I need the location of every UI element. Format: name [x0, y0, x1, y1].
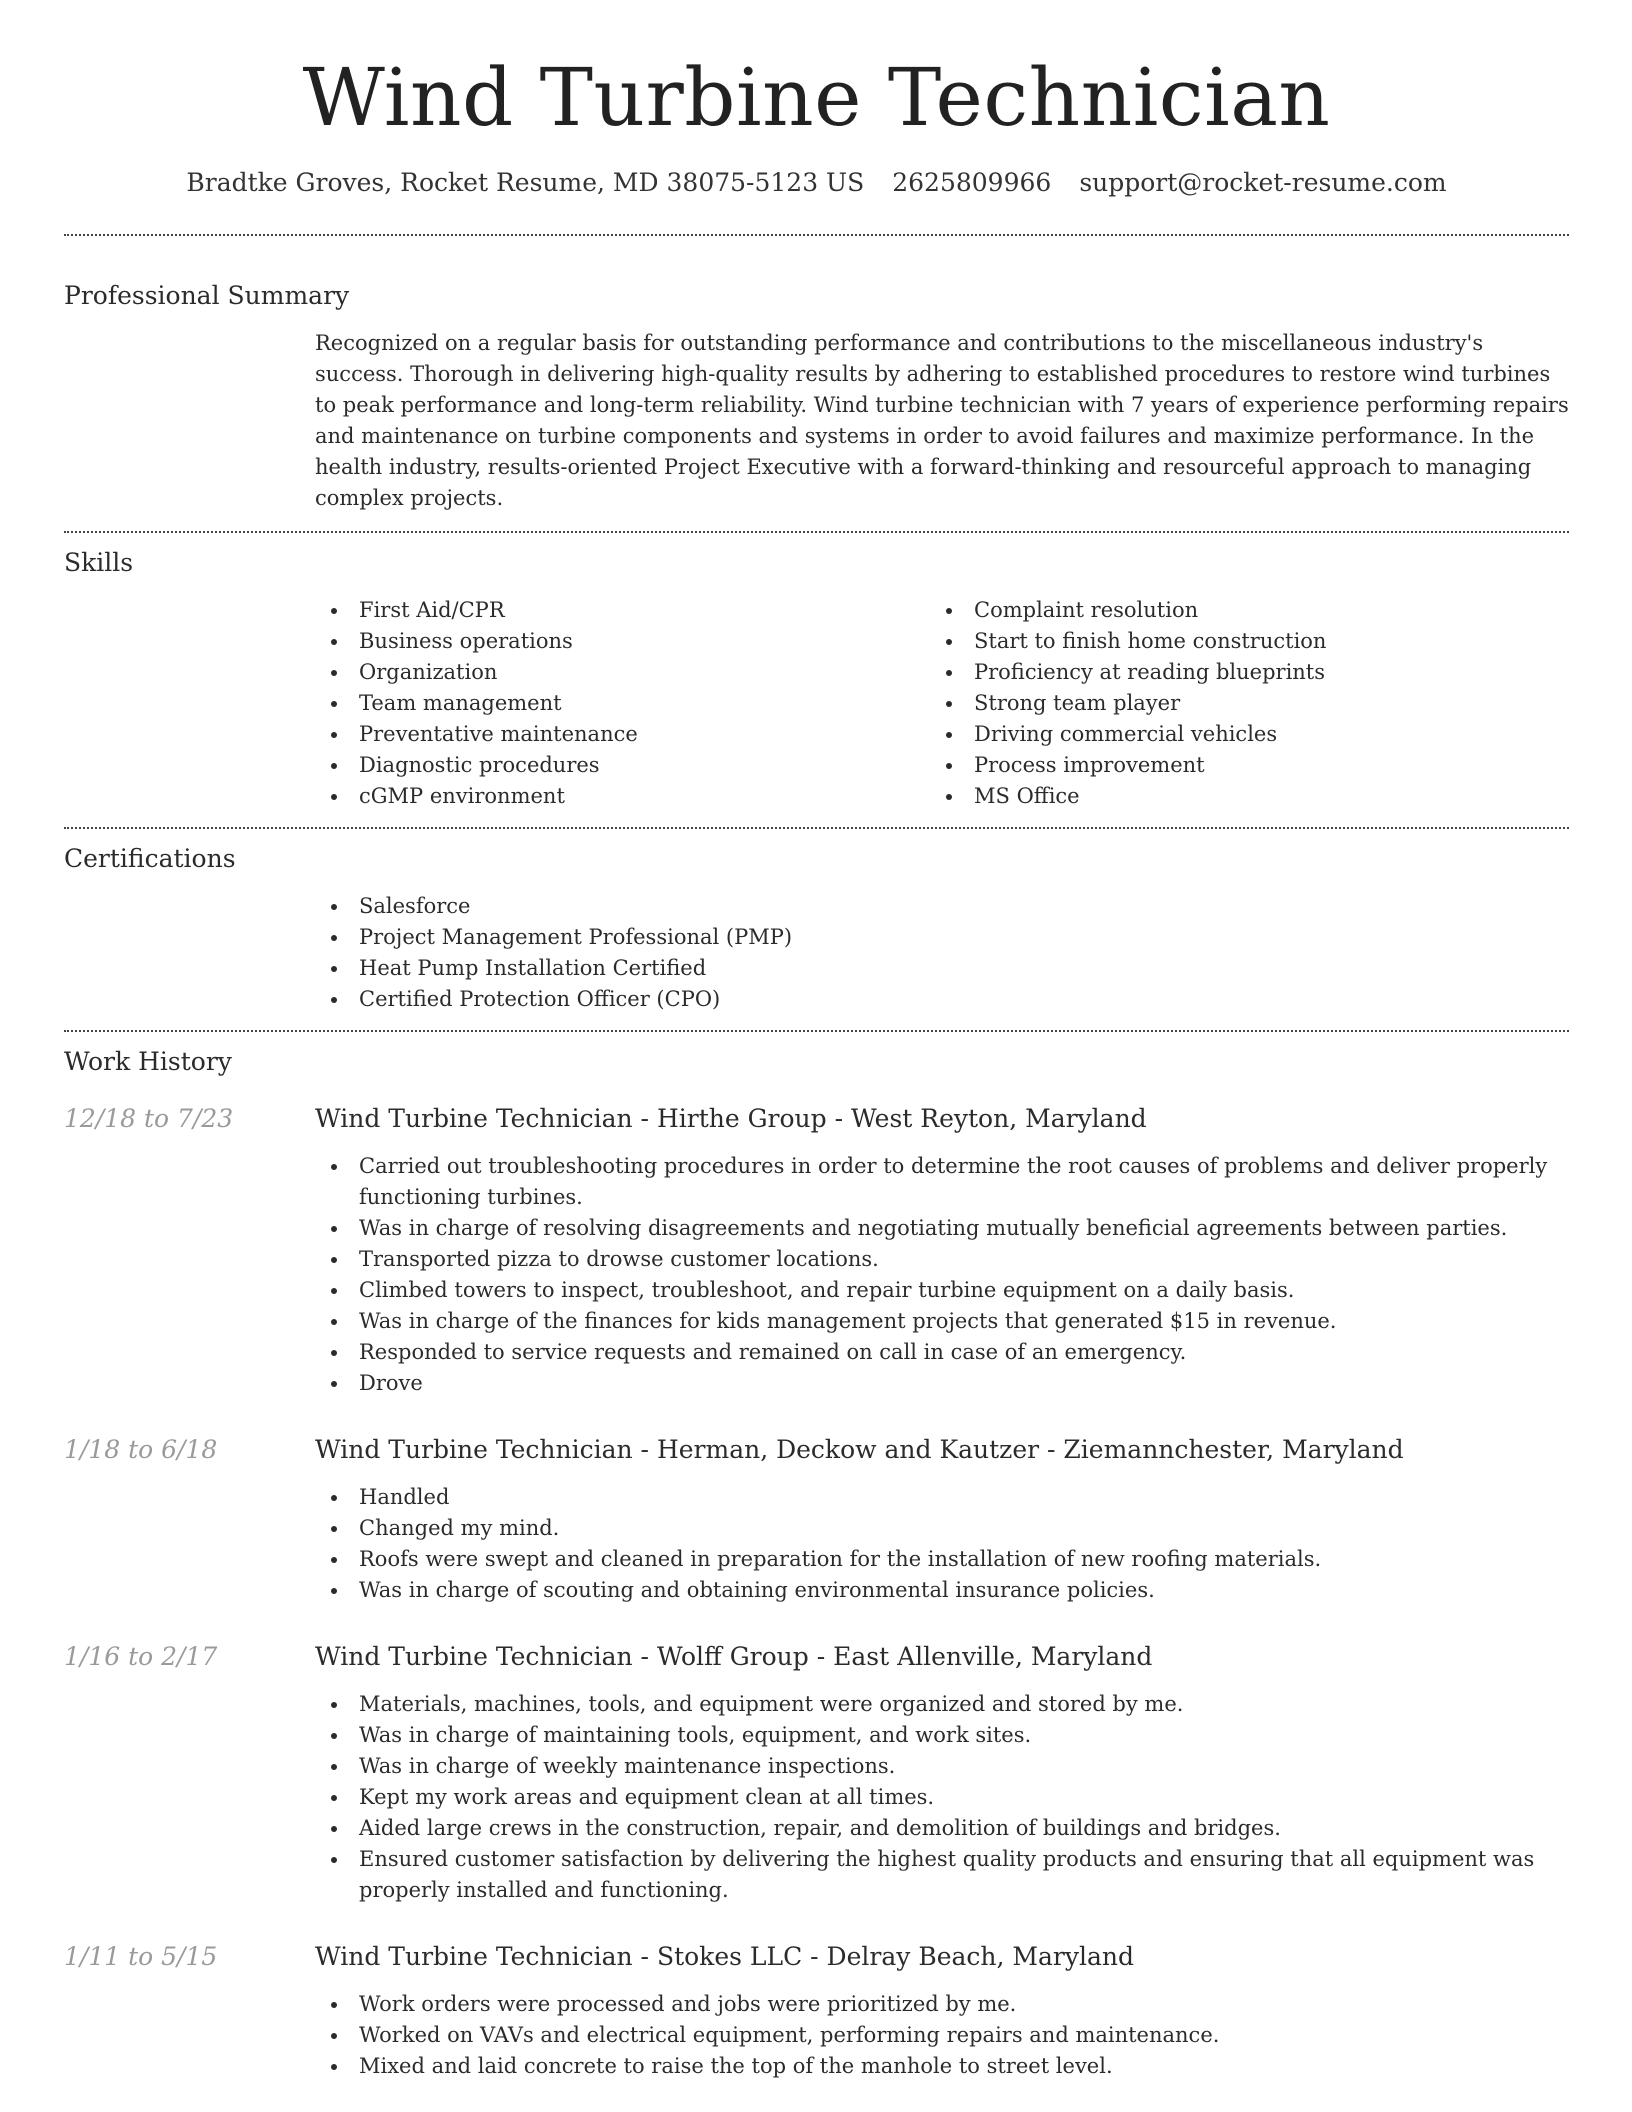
job-title: Wind Turbine Technician - Hirthe Group - West Reyton, Maryland — [315, 1104, 1147, 1133]
skill-item: cGMP environment — [315, 781, 930, 812]
job-bullet: Mixed and laid concrete to raise the top of the manhole to street level. — [315, 2051, 1569, 2082]
skill-item: First Aid/CPR — [315, 595, 930, 626]
job-title: Wind Turbine Technician - Wolff Group - East Allenville, Maryland — [315, 1642, 1153, 1671]
skill-item: Strong team player — [930, 688, 1545, 719]
job-entry — [64, 1644, 1569, 1906]
skill-item: Process improvement — [930, 750, 1545, 781]
certifications-heading: Certifications — [64, 844, 236, 873]
section-divider — [64, 531, 1569, 533]
skills-list — [315, 595, 1569, 812]
skill-item: Organization — [315, 657, 930, 688]
job-dates: 1/11 to 5/15 — [64, 1942, 218, 1971]
certifications-section — [64, 846, 1569, 1015]
job-entry — [64, 1106, 1569, 1399]
section-divider — [64, 1030, 1569, 1032]
job-bullet: Responded to service requests and remained on call in case of an emergency. — [315, 1337, 1569, 1368]
certification-item: Heat Pump Installation Certified — [315, 953, 1569, 984]
job-bullets — [315, 1989, 1569, 2082]
job-bullet: Aided large crews in the construction, repair, and demolition of buildings and bridges. — [315, 1813, 1569, 1844]
resume-page — [64, 0, 1569, 2082]
job-dates: 1/18 to 6/18 — [64, 1435, 218, 1464]
job-dates: 1/16 to 2/17 — [64, 1642, 218, 1671]
skill-item: Business operations — [315, 626, 930, 657]
contact-line — [64, 170, 1569, 195]
job-bullet: Roofs were swept and cleaned in preparation for the installation of new roofing materials. — [315, 1544, 1569, 1575]
job-bullets — [315, 1689, 1569, 1906]
contact-address: Bradtke Groves, Rocket Resume, MD 38075-5123 US — [186, 168, 865, 197]
job-bullet: Kept my work areas and equipment clean at all times. — [315, 1782, 1569, 1813]
summary-section — [64, 283, 1569, 514]
job-bullet: Was in charge of scouting and obtaining environmental insurance policies. — [315, 1575, 1569, 1606]
job-bullet: Ensured customer satisfaction by delivering the highest quality products and ensuring that all equipment was properly installed and functioning. — [315, 1844, 1569, 1906]
job-bullet: Handled — [315, 1482, 1569, 1513]
contact-email: support@rocket-resume.com — [1079, 168, 1447, 197]
job-title: Wind Turbine Technician - Stokes LLC - Delray Beach, Maryland — [315, 1942, 1134, 1971]
summary-text: Recognized on a regular basis for outstanding performance and contributions to the miscellaneous industry's success. Thorough in delivering high-quality results by adhering to established procedures to restore wind turbines to peak performance and long-term reliability. Wind turbine technician with 7 years of experience performing repairs and maintenance on turbine components and systems in order to avoid failures and maximize performance. In the health industry, results-oriented Project Executive with a forward-thinking and resourceful approach to managing complex projects. — [315, 331, 1569, 510]
job-bullets — [315, 1151, 1569, 1399]
skill-item: Complaint resolution — [930, 595, 1545, 626]
work-history-heading: Work History — [64, 1047, 232, 1076]
skill-item: Start to finish home construction — [930, 626, 1545, 657]
job-bullet: Climbed towers to inspect, troubleshoot, and repair turbine equipment on a daily basis. — [315, 1275, 1569, 1306]
skill-item: Driving commercial vehicles — [930, 719, 1545, 750]
section-divider — [64, 234, 1569, 236]
skill-item: MS Office — [930, 781, 1545, 812]
job-bullet: Changed my mind. — [315, 1513, 1569, 1544]
summary-heading: Professional Summary — [64, 281, 350, 310]
skill-item: Diagnostic procedures — [315, 750, 930, 781]
contact-phone: 2625809966 — [892, 168, 1052, 197]
job-bullet: Was in charge of maintaining tools, equipment, and work sites. — [315, 1720, 1569, 1751]
work-history-section — [64, 1049, 1569, 2082]
skill-item: Team management — [315, 688, 930, 719]
skills-section — [64, 550, 1569, 812]
job-bullet: Was in charge of the finances for kids management projects that generated $15 in revenue. — [315, 1306, 1569, 1337]
certification-item: Project Management Professional (PMP) — [315, 922, 1569, 953]
job-bullet: Drove — [315, 1368, 1569, 1399]
job-bullet: Worked on VAVs and electrical equipment, performing repairs and maintenance. — [315, 2020, 1569, 2051]
certifications-list — [315, 891, 1569, 1015]
skill-item: Proficiency at reading blueprints — [930, 657, 1545, 688]
section-divider — [64, 827, 1569, 829]
job-bullet: Was in charge of resolving disagreements and negotiating mutually beneficial agreements between parties. — [315, 1213, 1569, 1244]
job-entry — [64, 1437, 1569, 1606]
skills-column-right — [930, 595, 1545, 812]
job-bullet: Transported pizza to drowse customer locations. — [315, 1244, 1569, 1275]
skills-heading: Skills — [64, 548, 134, 577]
job-entry — [64, 1944, 1569, 2082]
skill-item: Preventative maintenance — [315, 719, 930, 750]
job-bullet: Work orders were processed and jobs were prioritized by me. — [315, 1989, 1569, 2020]
skills-column-left — [315, 595, 930, 812]
job-bullet: Carried out troubleshooting procedures in order to determine the root causes of problems and deliver properly functioning turbines. — [315, 1151, 1569, 1213]
job-dates: 12/18 to 7/23 — [64, 1104, 234, 1133]
job-title: Wind Turbine Technician - Herman, Deckow and Kautzer - Ziemannchester, Maryland — [315, 1435, 1404, 1464]
certification-item: Certified Protection Officer (CPO) — [315, 984, 1569, 1015]
job-bullet: Was in charge of weekly maintenance inspections. — [315, 1751, 1569, 1782]
resume-title: Wind Turbine Technician — [302, 51, 1331, 144]
job-bullets — [315, 1482, 1569, 1606]
certification-item: Salesforce — [315, 891, 1569, 922]
job-bullet: Materials, machines, tools, and equipment were organized and stored by me. — [315, 1689, 1569, 1720]
